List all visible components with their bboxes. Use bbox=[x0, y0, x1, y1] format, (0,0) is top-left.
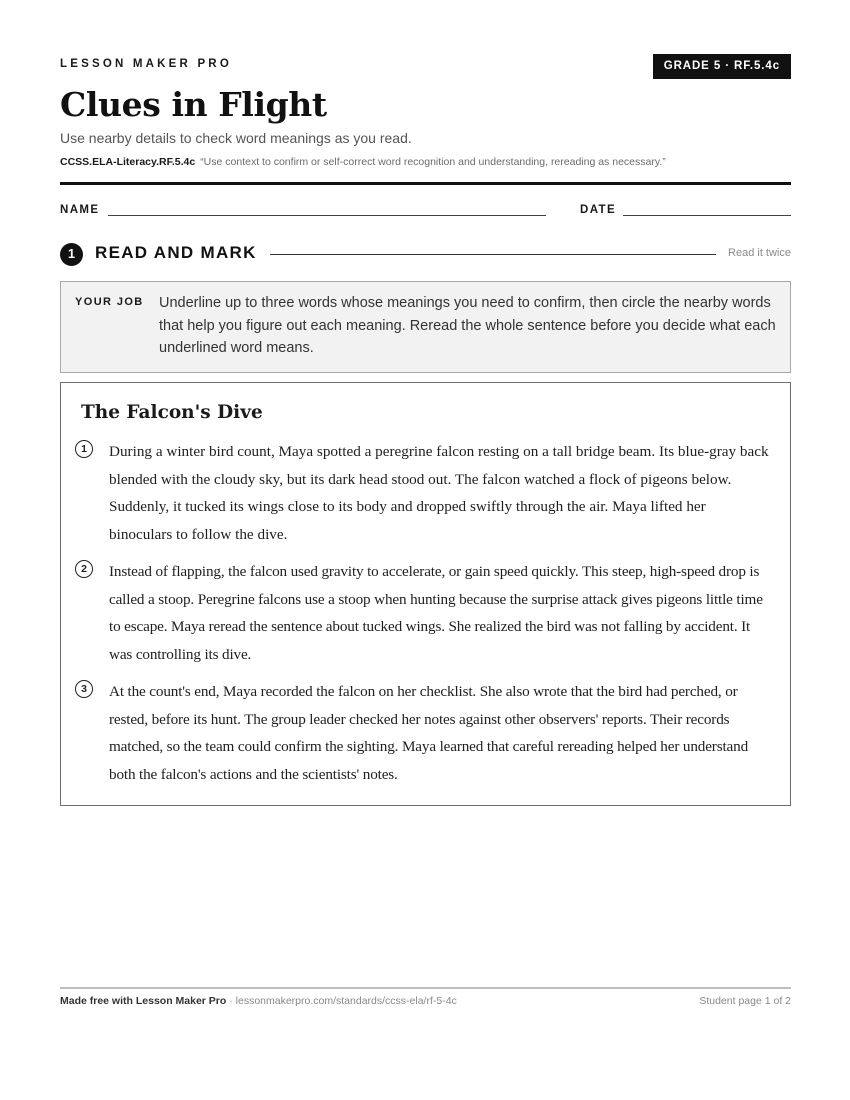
paragraph-number: 3 bbox=[75, 680, 93, 698]
date-field[interactable] bbox=[623, 215, 791, 216]
header-divider bbox=[60, 182, 791, 185]
footer-divider bbox=[60, 987, 791, 989]
section-title: READ AND MARK bbox=[95, 243, 257, 262]
date-label: DATE bbox=[580, 204, 617, 216]
paragraph-text: At the count's end, Maya recorded the falcon on her checklist. She also wrote that the bird had perched, or rested, before its hunt. The group leader checked her notes against other observers' reports. Their records matched, so the team could confirm the sighting. Maya learned that careful rereading helped her understand both the falcon's actions and the scientists' notes. bbox=[109, 683, 749, 783]
page-title: Clues in Flight bbox=[60, 85, 327, 124]
footer-credit-line bbox=[60, 995, 457, 1007]
standard-code: CCSS.ELA-Literacy.RF.5.4c bbox=[60, 156, 196, 168]
footer-credit: Made free with Lesson Maker Pro bbox=[60, 995, 227, 1007]
instructions-box bbox=[60, 281, 791, 373]
paragraph-number: 2 bbox=[75, 560, 93, 578]
name-label: NAME bbox=[60, 204, 100, 216]
paragraph-text: Instead of flapping, the falcon used gravity to accelerate, or gain speed quickly. This steep, high-speed drop is called a stoop. Peregrine falcons use a stoop when hunting because the surprise attack gives pigeons little time to escape. Maya reread the sentence about tucked wings. She realized the bird was not falling by accident. It was controlling its dive. bbox=[109, 563, 763, 663]
standard-description: “Use context to confirm or self-correct word recognition and understanding, rereading as necessary.” bbox=[200, 156, 666, 168]
standard-line bbox=[60, 156, 791, 168]
instructions-label: YOUR JOB bbox=[75, 296, 144, 308]
worksheet-page bbox=[60, 0, 791, 1100]
section-note: Read it twice bbox=[728, 247, 791, 259]
grade-badge: GRADE 5 · RF.5.4c bbox=[653, 54, 791, 79]
passage-title: The Falcon's Dive bbox=[81, 402, 263, 423]
reading-passage bbox=[60, 382, 791, 806]
page-indicator: Student page 1 of 2 bbox=[699, 995, 791, 1007]
section-number-badge: 1 bbox=[60, 243, 83, 266]
footer-url: · lessonmakerpro.com/standards/ccss-ela/rf-5-4c bbox=[226, 995, 457, 1007]
instructions-text: Underline up to three words whose meanings you need to confirm, then circle the nearby words that help you figure out each meaning. Reread the whole sentence before you decide what each underlined word means. bbox=[159, 295, 776, 356]
brand-name: LESSON MAKER PRO bbox=[60, 58, 232, 70]
page-subtitle: Use nearby details to check word meanings as you read. bbox=[60, 130, 412, 146]
name-field[interactable] bbox=[108, 215, 546, 216]
paragraph-number: 1 bbox=[75, 440, 93, 458]
paragraph-text: During a winter bird count, Maya spotted a peregrine falcon resting on a tall bridge beam. Its blue-gray back blended with the cloudy sky, but its dark head stood out. The falcon watched a flock of pigeons below. Suddenly, it tucked its wings close to its body and dropped swiftly through the air. Maya lifted her binoculars to follow the dive. bbox=[109, 443, 769, 543]
section-divider bbox=[270, 254, 716, 255]
